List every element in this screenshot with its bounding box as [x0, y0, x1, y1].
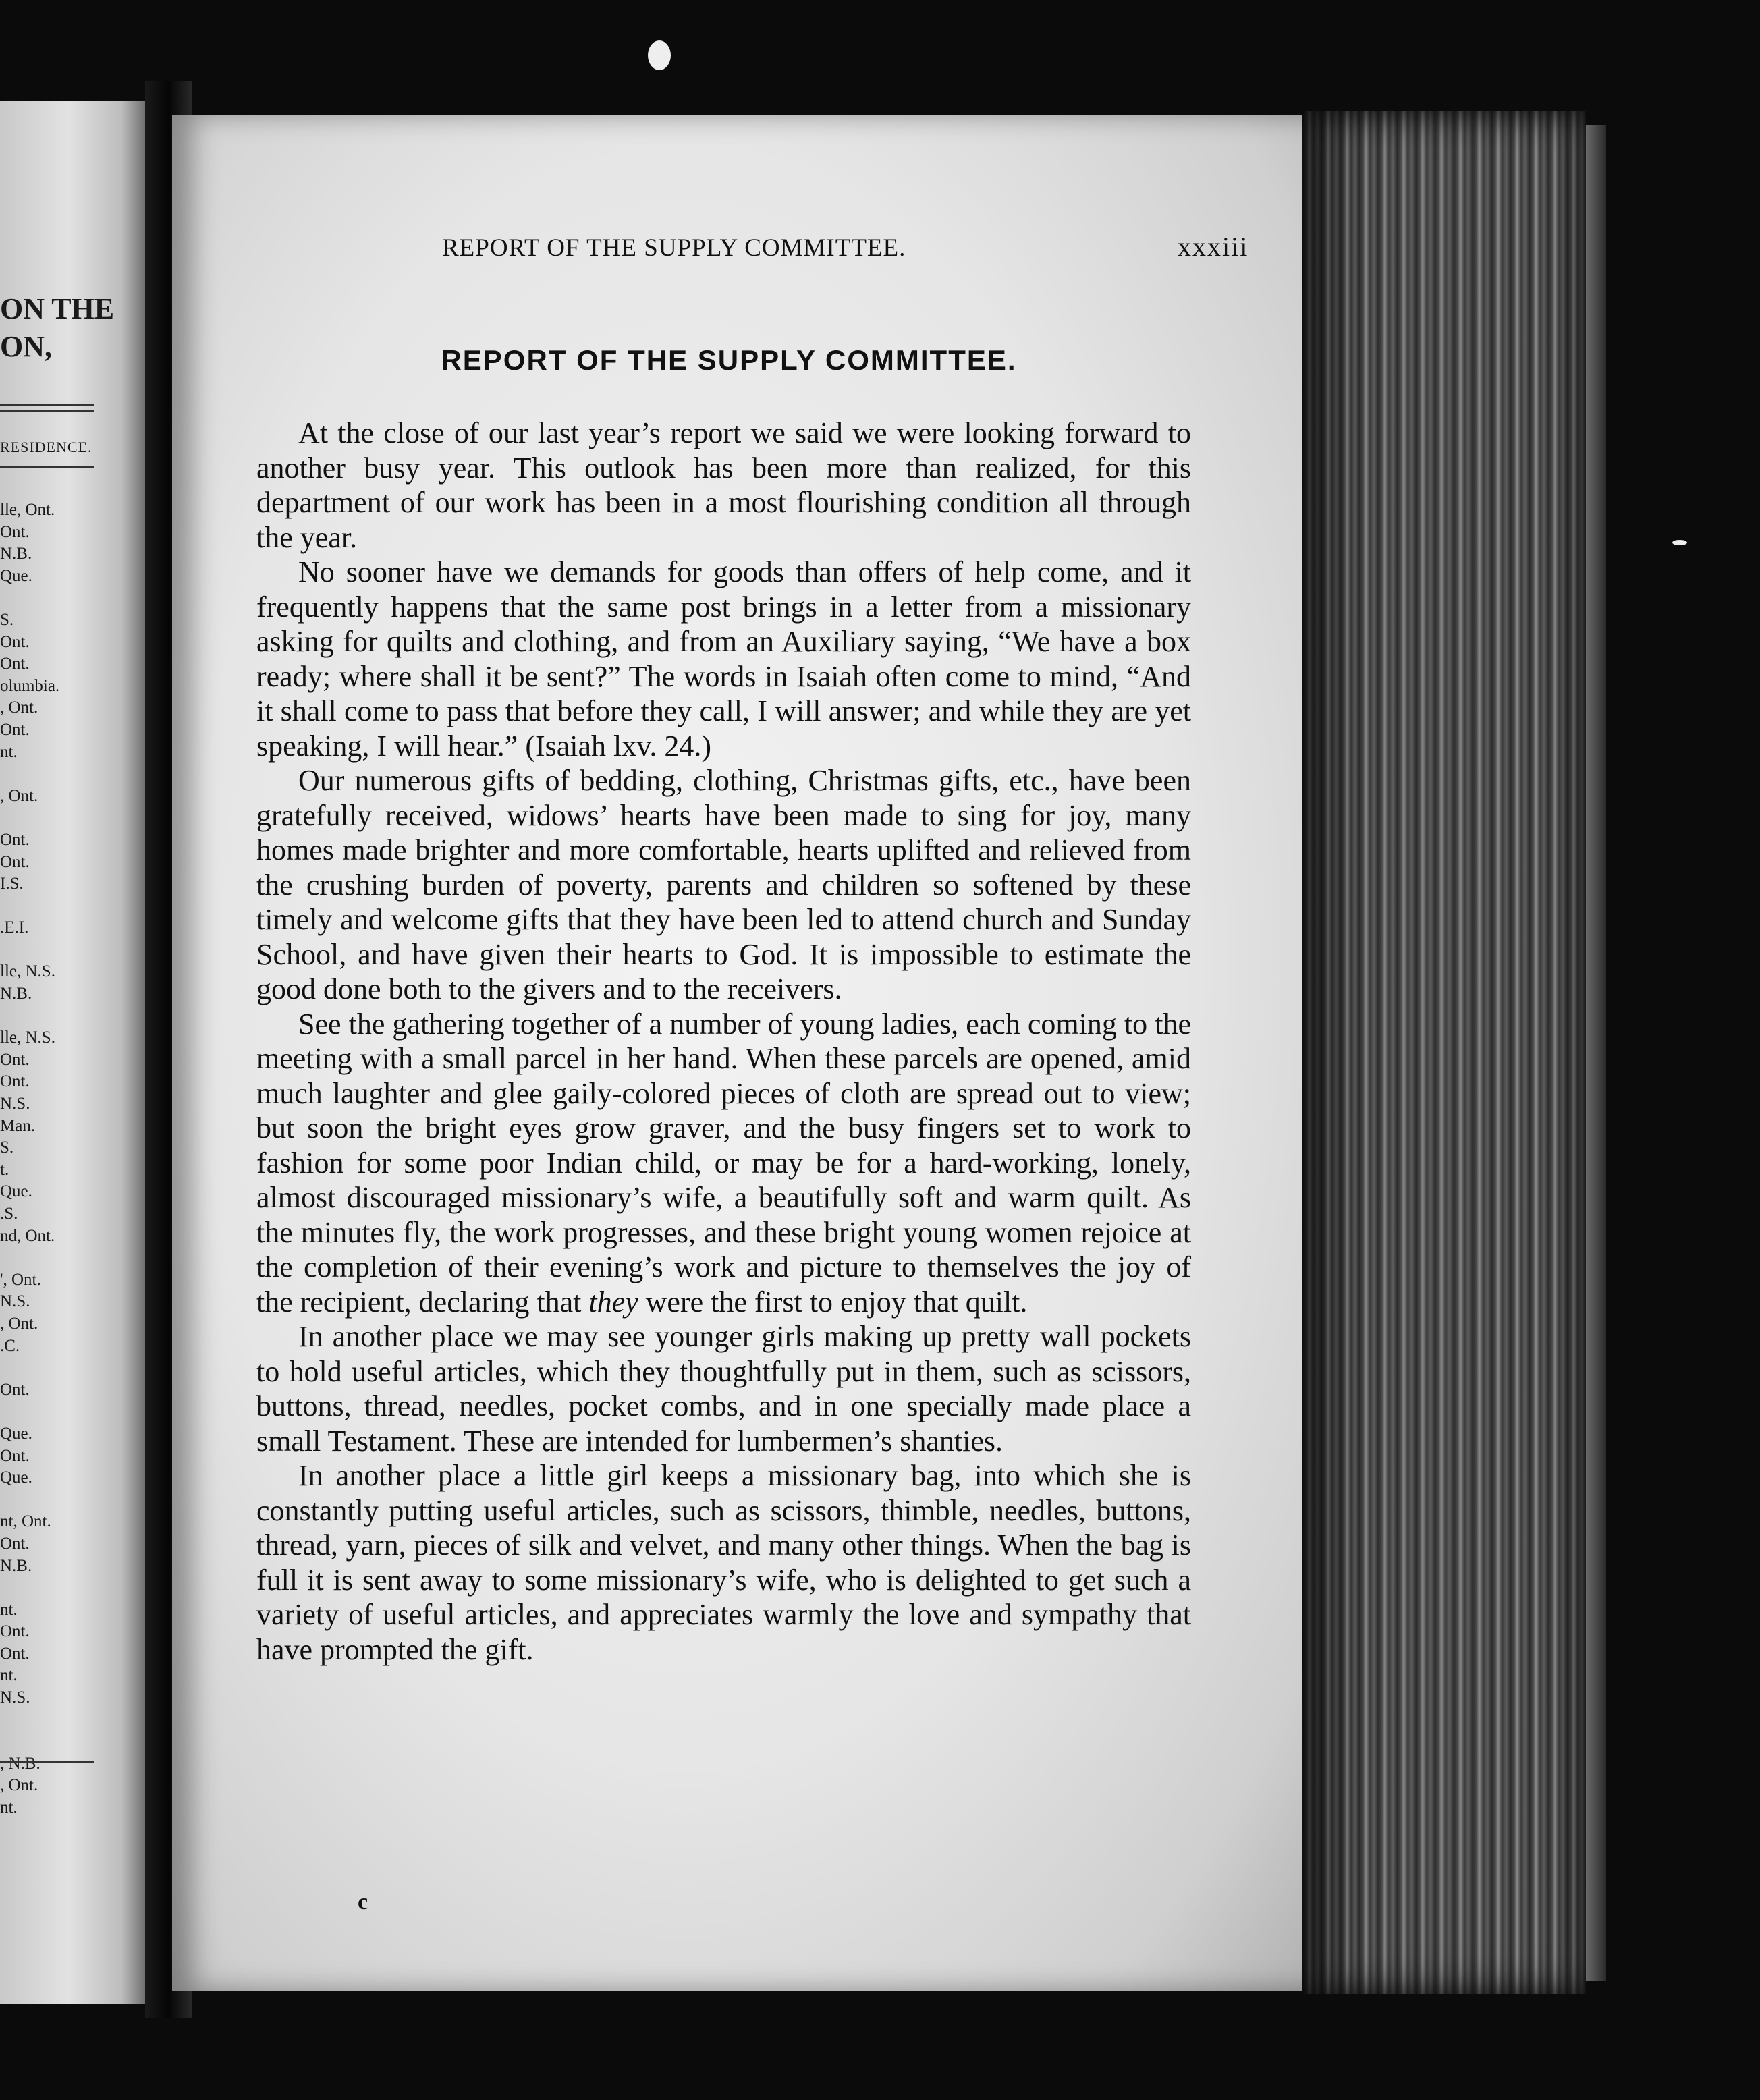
- previous-page-entry: [0, 895, 101, 918]
- previous-page-entry: [0, 1731, 101, 1753]
- previous-page-entry: Ont.: [0, 1072, 30, 1091]
- previous-page-entry: nt.: [0, 1798, 18, 1817]
- paragraph-text: See the gathering together of a number of young ladies, each coming to the meeting with a small parcel in her hand. When these parcels are opened, amid much laughter and glee gaily-colored pieces of cloth are spread out to view; but soon the bright eyes grow graver, and the busy fingers set to work to fashion for some poor Indian child, or may be for a hard-working, lonely, almost discouraged missionary’s wife, a beautifully soft and warm quilt. As the minutes fly, the work progresses, and these bright young women rejoice at the completion of their evening’s work and picture to themselves the joy of the recipient, declaring that: [256, 1007, 1191, 1319]
- previous-page-heading-line: ON THE: [0, 292, 115, 325]
- previous-page-entry: Ont.: [0, 1534, 30, 1553]
- previous-page-entry: [0, 587, 101, 609]
- previous-page-entry: ', Ont.: [0, 1270, 41, 1289]
- previous-page-entry: I.S.: [0, 875, 24, 893]
- previous-page-entry: Ont.: [0, 830, 30, 849]
- previous-page-entries: [0, 499, 101, 1819]
- paragraph: In another place we may see younger girls making up pretty wall pockets to hold useful articles, which they thoughtfully put in them, such as scissors, buttons, thread, needles, pocket combs, and in one specially made place a small Testament. These are intended for lumbermen’s shanties.: [256, 1320, 1191, 1458]
- previous-page-entry: t.: [0, 1160, 9, 1179]
- page-number: xxxiii: [1178, 231, 1249, 262]
- previous-page-entry: [0, 1247, 101, 1269]
- page-edges-cap: [1586, 125, 1606, 1981]
- previous-page-rule: [0, 1761, 94, 1763]
- previous-page-entry: [0, 1709, 101, 1732]
- previous-page-entry: N.B.: [0, 1556, 32, 1575]
- previous-page-entry: [0, 807, 101, 829]
- previous-page-entry: Que.: [0, 1424, 32, 1443]
- emphasis-they: they: [588, 1285, 638, 1319]
- previous-page-entry: [0, 763, 101, 785]
- previous-page-entry: Ont.: [0, 1622, 30, 1641]
- previous-page-entry: , N.B.: [0, 1754, 40, 1773]
- running-head-title: REPORT OF THE SUPPLY COMMITTEE.: [442, 234, 906, 262]
- previous-page-entry: [0, 1401, 101, 1423]
- previous-page-entry: Que.: [0, 1468, 32, 1487]
- dust-speck: [1672, 540, 1687, 545]
- previous-page-entry: Que.: [0, 1182, 32, 1201]
- previous-page-entry: N.B.: [0, 985, 32, 1003]
- previous-page-entry: lle, Ont.: [0, 501, 55, 519]
- paragraph: Our numerous gifts of bedding, clothing, Christmas gifts, etc., have been gratefully received, widows’ hearts have been made to sing for joy, many homes made brighter and more comfortable, hearts uplifted and relieved from the crushing burden of poverty, parents and children so softened by these timely and welcome gifts that they have been led to attend church and Sunday School, and have given their hearts to God. It is impossible to estimate the good done both to the givers and to the receivers.: [256, 764, 1191, 1005]
- previous-page-entry: , Ont.: [0, 786, 38, 805]
- previous-page-entry: Ont.: [0, 852, 30, 871]
- previous-page-entry: lle, N.S.: [0, 1028, 55, 1047]
- previous-page-entry: nt.: [0, 1600, 18, 1619]
- previous-page-entry: N.S.: [0, 1095, 30, 1113]
- previous-page-entry: S.: [0, 1138, 14, 1157]
- previous-page-heading: [0, 290, 114, 366]
- paragraph: No sooner have we demands for goods than offers of help come, and it frequently happens that the same post brings in a letter from a missionary asking for quilts and clothing, and from an Auxiliary saying, “We have a box ready; where shall it be sent?” The words in Isaiah often come to mind, “And it shall come to pass that before they call, I will answer; and while they are yet speaking, I will hear.” (Isaiah lxv. 24.): [256, 555, 1191, 763]
- previous-page: [0, 101, 152, 2004]
- report-body: [256, 416, 1191, 1667]
- previous-page-column-heading: RESIDENCE.: [0, 439, 92, 455]
- previous-page-entry: nt.: [0, 742, 18, 761]
- previous-page-entry: [0, 1577, 101, 1599]
- previous-page-entry: Que.: [0, 566, 32, 585]
- previous-page-entry: olumbia.: [0, 676, 60, 695]
- previous-page-entry: , Ont.: [0, 698, 38, 717]
- previous-page-entry: Ont.: [0, 655, 30, 673]
- previous-page-entry: [0, 1005, 101, 1028]
- previous-page-entry: Ont.: [0, 1050, 30, 1069]
- paragraph-quilt: [256, 1007, 1191, 1320]
- report-title: REPORT OF THE SUPPLY COMMITTEE.: [441, 344, 1017, 376]
- previous-page-rule: [0, 404, 94, 406]
- previous-page-entry: Ont.: [0, 1380, 30, 1399]
- paragraph: At the close of our last year’s report we said we were looking forward to another busy year. This outlook has been more than realized, for this department of our work has been in a most flourishing condition all through the year.: [256, 416, 1191, 554]
- previous-page-entry: nt, Ont.: [0, 1512, 51, 1531]
- previous-page-entry: N.B.: [0, 545, 32, 563]
- previous-page-entry: N.S.: [0, 1292, 30, 1311]
- previous-page-rule: [0, 466, 94, 468]
- previous-page-entry: , Ont.: [0, 1776, 38, 1795]
- previous-page-entry: Ont.: [0, 632, 30, 651]
- signature-mark: c: [358, 1889, 368, 1914]
- previous-page-entry: [0, 939, 101, 962]
- page-edges: [1302, 111, 1586, 1994]
- previous-page-entry: .C.: [0, 1336, 20, 1355]
- previous-page-entry: S.: [0, 610, 14, 629]
- previous-page-entry: Ont.: [0, 1446, 30, 1465]
- previous-page-entry: .E.I.: [0, 918, 29, 937]
- previous-page-entry: N.S.: [0, 1688, 30, 1707]
- previous-page-entry: Man.: [0, 1116, 36, 1135]
- paragraph-text-tail: were the first to enjoy that quilt.: [645, 1285, 1028, 1319]
- previous-page-entry: , Ont.: [0, 1314, 38, 1333]
- previous-page-entry: [0, 1489, 101, 1512]
- previous-page-entry: .S.: [0, 1205, 18, 1223]
- previous-page-rule: [0, 410, 94, 412]
- previous-page-entry: Ont.: [0, 1644, 30, 1663]
- previous-page-entry: [0, 1357, 101, 1379]
- previous-page-entry: Ont.: [0, 720, 30, 739]
- previous-page-entry: nt.: [0, 1666, 18, 1685]
- previous-page-entry: lle, N.S.: [0, 962, 55, 981]
- dust-speck: [648, 40, 671, 70]
- paragraph: In another place a little girl keeps a missionary bag, into which she is constantly putting useful articles, such as scissors, thimble, needles, buttons, thread, yarn, pieces of silk and velvet, and many other things. When the bag is full it is sent away to some missionary’s wife, who is delighted to get such a variety of useful articles, and appreciates warmly the love and sympathy that have prompted the gift.: [256, 1459, 1191, 1666]
- page: [172, 115, 1313, 1991]
- previous-page-entry: nd, Ont.: [0, 1226, 55, 1245]
- previous-page-heading-line: ON,: [0, 330, 52, 363]
- previous-page-entry: Ont.: [0, 522, 30, 541]
